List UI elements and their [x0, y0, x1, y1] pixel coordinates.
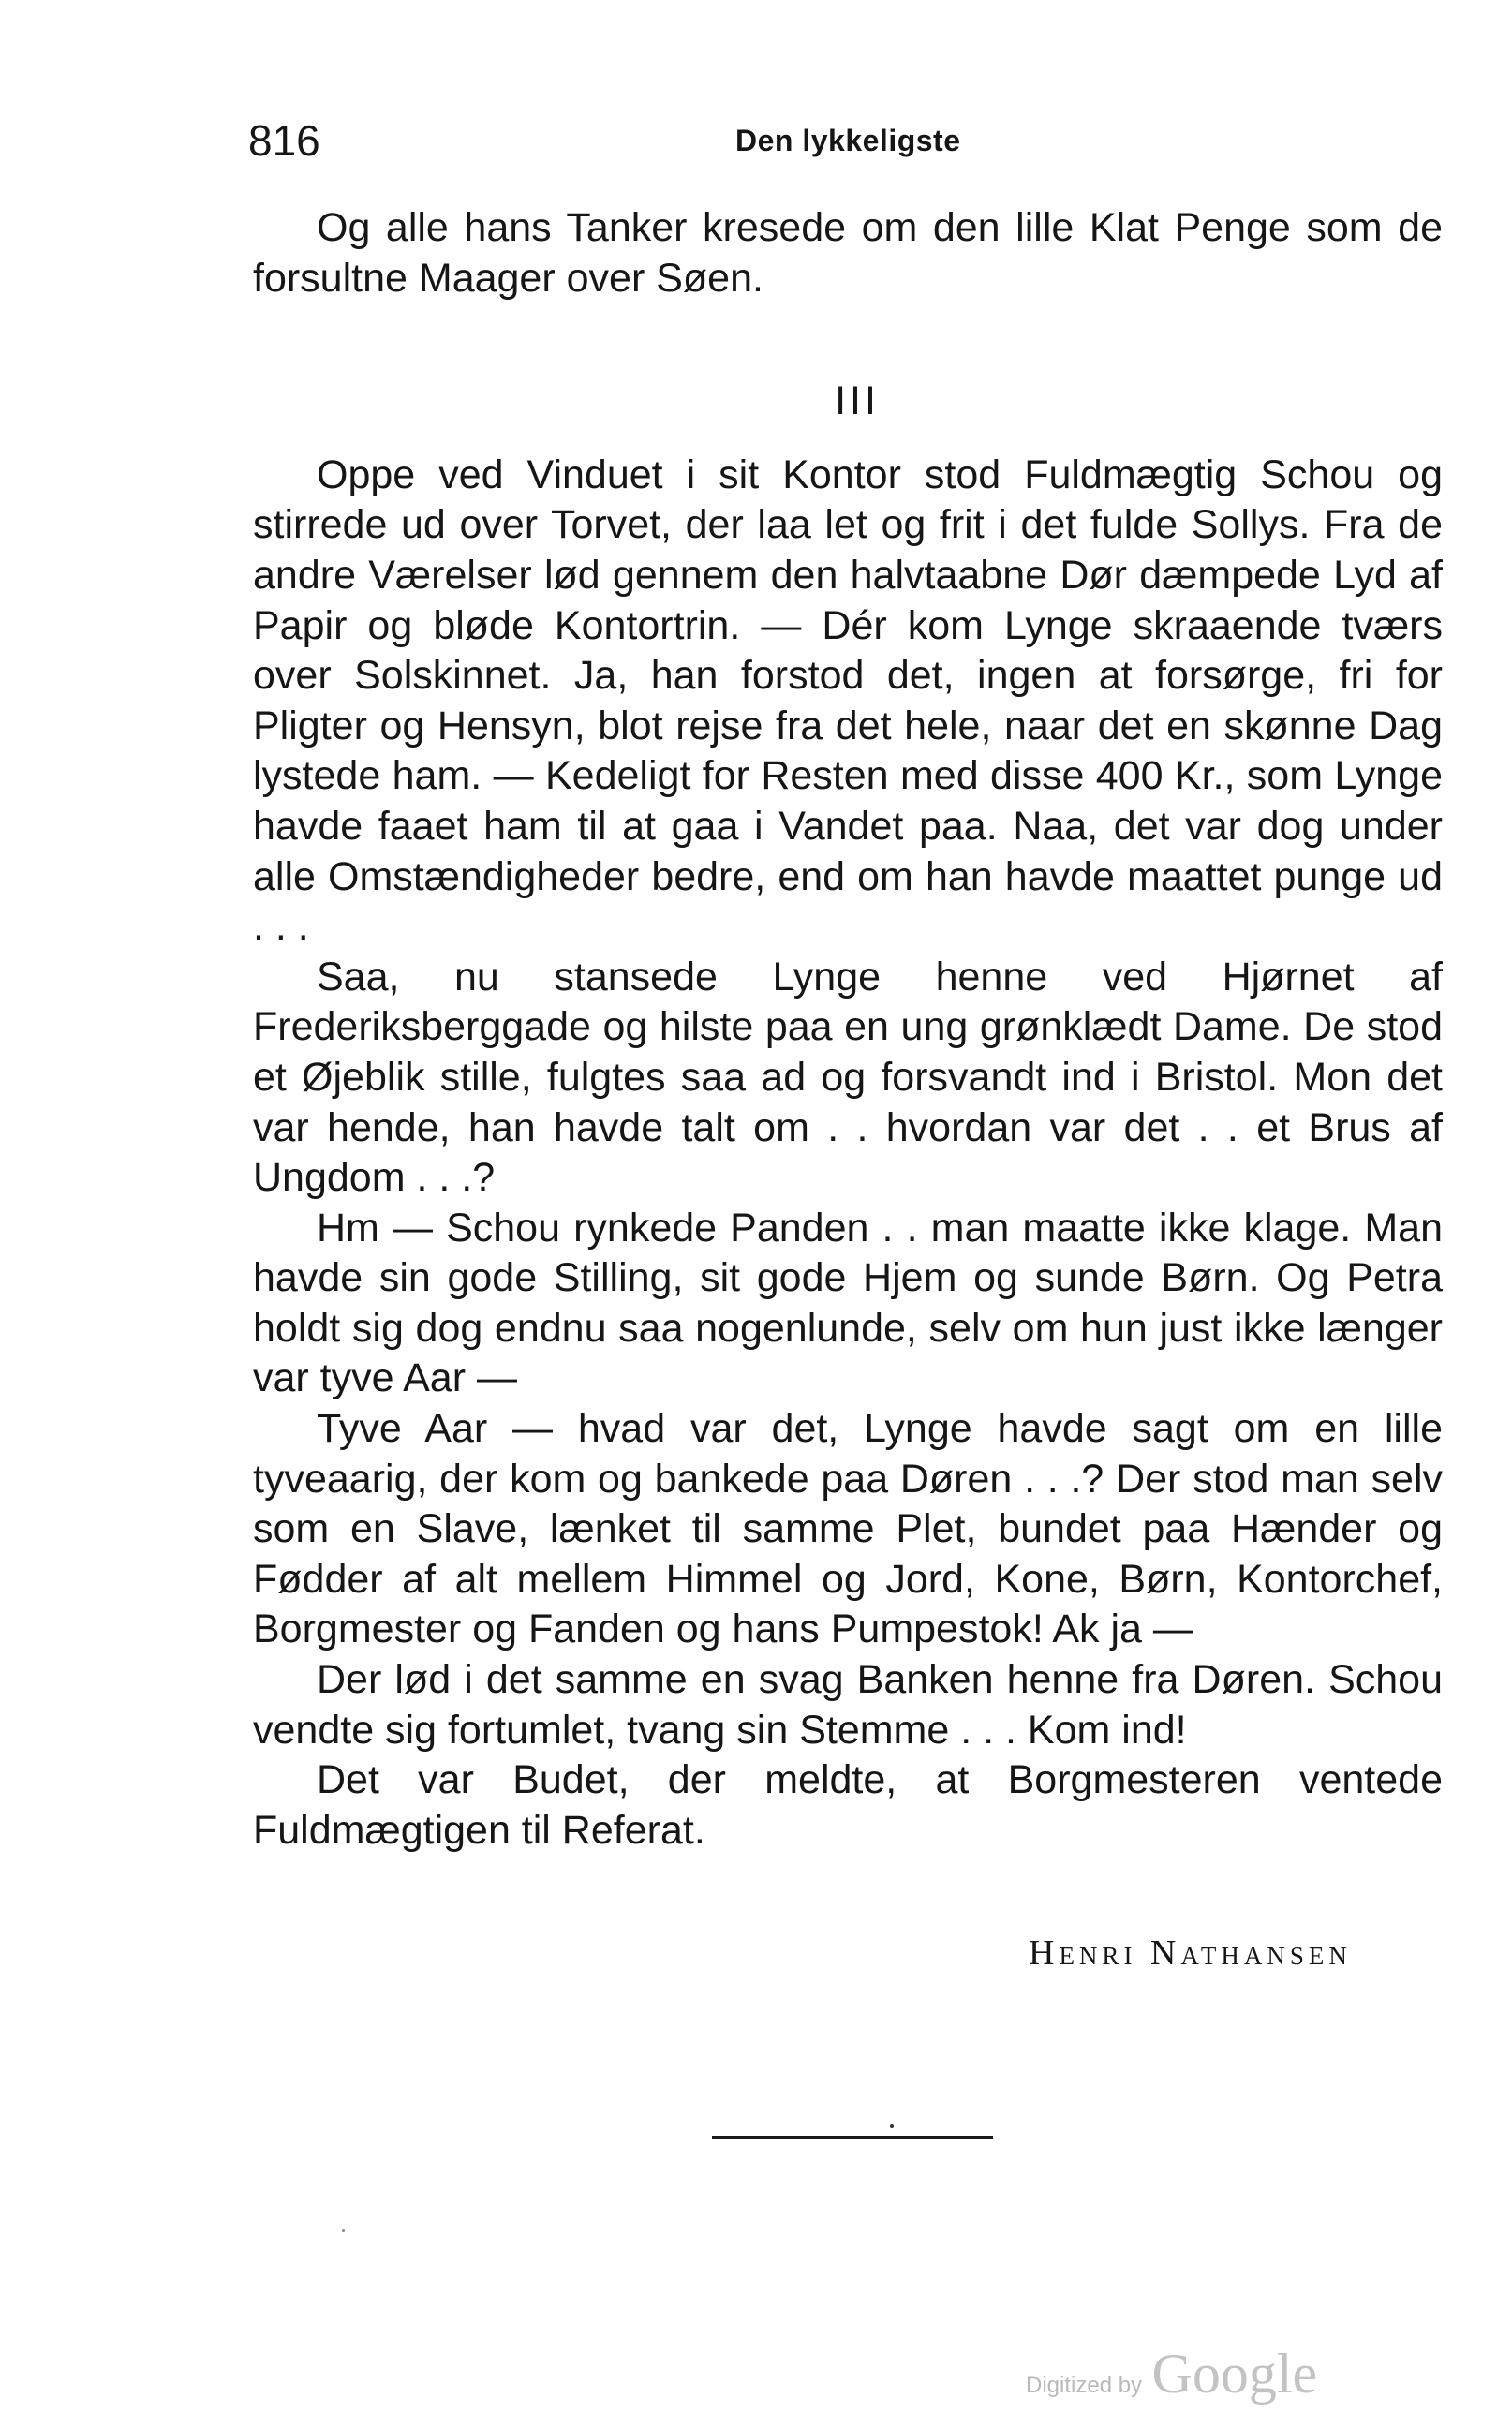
end-rule-divider — [712, 2136, 993, 2139]
digitization-watermark — [1026, 2342, 1317, 2407]
paragraph-2: Saa, nu stansede Lynge henne ved Hjørnet af Frederiksberggade og hilste paa en ung grønklædt Dame. De stod et Øjeblik stille, fulgtes saa ad og forsvandt ind i Bristol. Mon det var hende, han havde talt om . . hvordan var det . . et Brus af Ungdom . . .? — [253, 954, 1443, 1201]
watermark-prefix: Digitized by — [1026, 2373, 1143, 2398]
opening-paragraph: Og alle hans Tanker kresede om den lille Klat Penge som de forsultne Maager over Søen. — [253, 205, 1443, 301]
watermark-brand-logo: Google — [1151, 2343, 1318, 2405]
paragraph-6: Det var Budet, der meldte, at Borgmesteren ventede Fuldmægtigen til Referat. — [253, 1757, 1443, 1853]
paragraph-3: Hm — Schou rynkede Panden . . man maatte ikke klage. Man havde sin gode Stilling, sit gode Hjem og sunde Børn. Og Petra holdt sig dog endnu saa nogenlunde, selv om hun just ikke længer var tyve Aar — — [253, 1205, 1443, 1401]
paragraph-5: Der lød i det samme en svag Banken henne fra Døren. Schou vendte sig fortumlet, tvang sin Stemme . . . Kom ind! — [253, 1657, 1443, 1753]
running-title: Den lykkeligste — [735, 124, 961, 157]
paragraph-1: Oppe ved Vinduet i sit Kontor stod Fuldmægtig Schou og stirrede ud over Torvet, der laa let og frit i det fulde Sollys. Fra de andre Værelser lød gennem den halvtaabne Dør dæmpede Lyd af Papir og bløde Kontortrin. — Dér kom Lynge skraaende tværs over Solskinnet. Ja, han forstod det, ingen at forsørge, fri for Pligter og Hensyn, blot rejse fra det hele, naar det en skønne Dag lystede ham. — Kedeligt for Resten med disse 400 Kr., som Lynge havde faaet ham til at gaa i Vandet paa. Naa, det var dog under alle Omstændigheder bedre, end om han havde maattet punge ud . . . — [253, 452, 1443, 950]
page-number: 816 — [248, 116, 320, 165]
body-text — [253, 203, 1443, 1856]
running-head — [248, 112, 1447, 169]
stray-mark — [342, 2229, 345, 2232]
author-signature: Henri Nathansen — [1029, 1933, 1352, 1973]
paragraph-4: Tyve Aar — hvad var det, Lynge havde sagt om en lille tyveaarig, der kom og bankede paa Døren . . .? Der stod man selv som en Slave, lænket til samme Plet, bundet paa Hænder og Fødder af alt mellem Himmel og Jord, Kone, Børn, Kontorchef, Borgmester og Fanden og hans Pumpestok! Ak ja — — [253, 1406, 1443, 1652]
section-number: III — [835, 378, 880, 424]
end-dot — [890, 2124, 894, 2128]
